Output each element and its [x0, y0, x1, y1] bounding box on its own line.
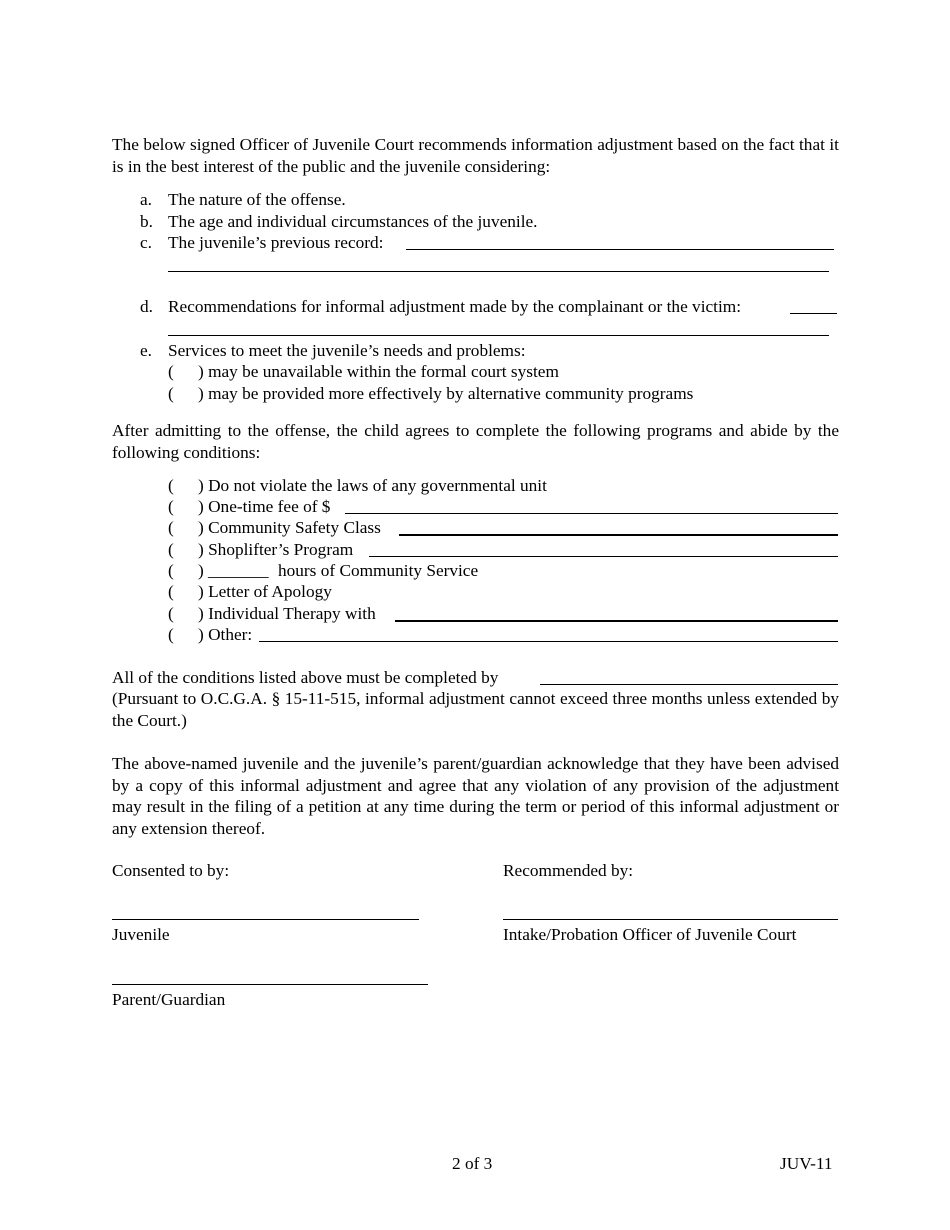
- recommendations-field[interactable]: [790, 313, 837, 314]
- checkbox-open-paren: (: [168, 518, 174, 537]
- item-b-text: The age and individual circumstances of the juvenile.: [168, 212, 538, 231]
- item-b-letter: b.: [140, 212, 153, 231]
- juvenile-label: Juvenile: [112, 925, 170, 944]
- checkbox-open-paren: (: [168, 561, 174, 580]
- hours-blank[interactable]: _______: [208, 561, 269, 580]
- other-condition-field[interactable]: [259, 641, 838, 642]
- condition-label: ): [198, 561, 204, 580]
- checkbox-open-paren: (: [168, 604, 174, 623]
- recommended-by-label: Recommended by:: [503, 861, 634, 880]
- condition-label: ) Shoplifter’s Program: [198, 540, 354, 559]
- page-number: 2 of 3: [452, 1154, 493, 1173]
- acknowledgement-paragraph: The above-named juvenile and the juvenile’s parent/guardian acknowledge that they have been advised by a copy of this informal adjustment and agree that any violation of any provision of the adjustment may result in the filing of a petition at any time during the term or period of this informal adjustment or any extension thereof.: [112, 754, 839, 838]
- completed-by-date-field[interactable]: [540, 684, 838, 685]
- condition-label: ) Individual Therapy with: [198, 604, 376, 623]
- checkbox-open-paren: (: [168, 476, 174, 495]
- item-a-letter: a.: [140, 190, 152, 209]
- condition-label: ) Letter of Apology: [198, 582, 332, 601]
- item-d-letter: d.: [140, 297, 153, 316]
- item-c-letter: c.: [140, 233, 152, 252]
- therapy-provider-field[interactable]: [395, 620, 838, 622]
- item-e-letter: e.: [140, 341, 152, 360]
- previous-record-field-line2[interactable]: [168, 271, 829, 272]
- condition-label: ) Other:: [198, 625, 253, 644]
- completed-by-label: All of the conditions listed above must be completed by: [112, 668, 499, 687]
- item-e-text: Services to meet the juvenile’s needs and problems:: [168, 341, 526, 360]
- item-d-text: Recommendations for informal adjustment made by the complainant or the victim:: [168, 297, 742, 316]
- checkbox-open-paren: (: [168, 384, 174, 403]
- recommendations-field-line2[interactable]: [168, 335, 829, 336]
- intro-paragraph: The below signed Officer of Juvenile Court recommends information adjustment based on the fact that it is in the best interest of the public and the juvenile considering:: [112, 135, 839, 176]
- parent-guardian-label: Parent/Guardian: [112, 990, 226, 1009]
- service-option-label: ) may be provided more effectively by alternative community programs: [198, 384, 694, 403]
- item-a-text: The nature of the offense.: [168, 190, 346, 209]
- juvenile-signature-line[interactable]: [112, 919, 419, 920]
- condition-label: ) Do not violate the laws of any governmental unit: [198, 476, 547, 495]
- fee-amount-field[interactable]: [345, 513, 838, 514]
- condition-label: ) Community Safety Class: [198, 518, 381, 537]
- previous-record-field[interactable]: [406, 249, 834, 250]
- consented-by-label: Consented to by:: [112, 861, 230, 880]
- checkbox-open-paren: (: [168, 625, 174, 644]
- checkbox-open-paren: (: [168, 540, 174, 559]
- condition-label-suffix: hours of Community Service: [278, 561, 479, 580]
- checkbox-open-paren: (: [168, 582, 174, 601]
- officer-label: Intake/Probation Officer of Juvenile Court: [503, 925, 797, 944]
- checkbox-open-paren: (: [168, 497, 174, 516]
- pursuant-note: (Pursuant to O.C.G.A. § 15-11-515, informal adjustment cannot exceed three months unless extended by the Court.): [112, 689, 839, 730]
- officer-signature-line[interactable]: [503, 919, 838, 920]
- condition-label: ) One-time fee of $: [198, 497, 331, 516]
- parent-signature-line[interactable]: [112, 984, 428, 985]
- after-admitting-paragraph: After admitting to the offense, the child agrees to complete the following programs and abide by the following conditions:: [112, 421, 839, 462]
- service-option-label: ) may be unavailable within the formal court system: [198, 362, 559, 381]
- form-id: JUV-11: [780, 1154, 833, 1173]
- safety-class-field[interactable]: [399, 534, 838, 536]
- checkbox-open-paren: (: [168, 362, 174, 381]
- item-c-text: The juvenile’s previous record:: [168, 233, 384, 252]
- shoplifter-program-field[interactable]: [369, 556, 838, 557]
